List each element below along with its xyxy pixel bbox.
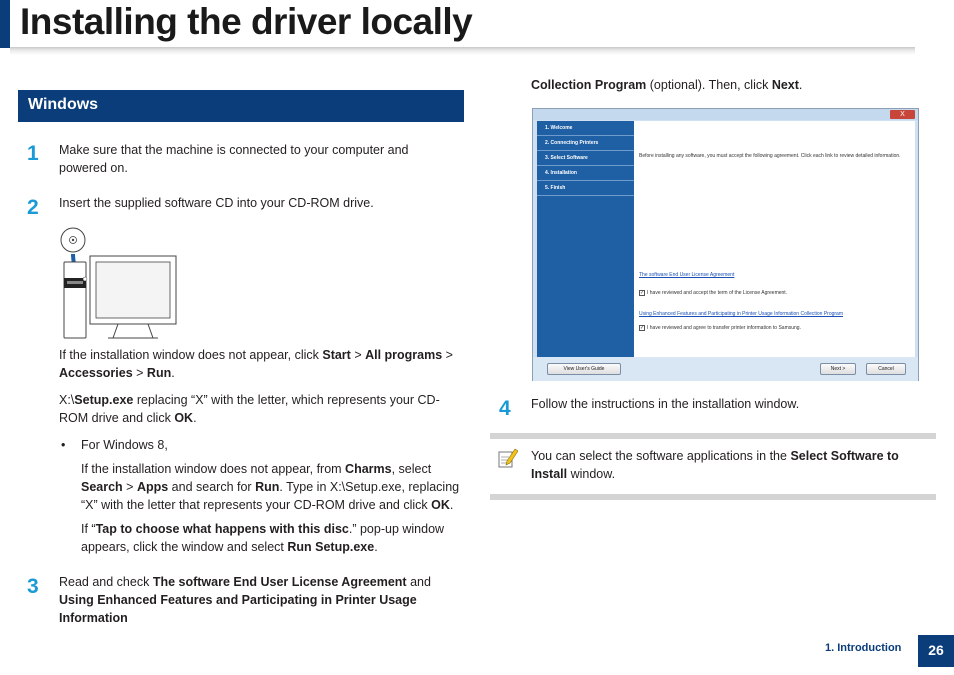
installer-intro-text: Before installing any software, you must accept the following agreement. Click each link to review detailed information. [639, 153, 901, 159]
installer-footer [533, 357, 918, 381]
checkbox-icon: ✓ [640, 325, 645, 331]
installer-step-3: 3. Select Software [537, 151, 634, 166]
usage-program-checkbox-label: I have reviewed and agree to transfer printer information to Samsung. [647, 325, 801, 331]
no-window-instruction: If the installation window does not appear, click Start > All programs > Accessories > Run. [59, 348, 453, 380]
step-3-text-part1: Read and check The software End User License Agreement and Using Enhanced Features and Participating in Printer Usage Information [59, 575, 431, 625]
usage-program-link[interactable]: Using Enhanced Features and Participating in Printer Usage Information Collection Program [639, 311, 843, 317]
page-number: 26 [918, 635, 954, 667]
cd-insert-illustration [58, 226, 178, 344]
windows-8-label: For Windows 8, [81, 438, 168, 452]
next-button[interactable]: Next > [820, 363, 856, 375]
bullet: • [61, 438, 66, 452]
step-2-number: 2 [27, 196, 39, 219]
step-4-number: 4 [499, 397, 511, 420]
step-1-number: 1 [27, 142, 39, 165]
note-box [490, 433, 936, 500]
title-accent-bar [0, 0, 10, 48]
view-users-guide-button[interactable]: View User's Guide [547, 363, 621, 375]
eula-checkbox-label: I have reviewed and accept the term of the License Agreement. [647, 290, 788, 296]
section-heading: Windows [18, 90, 464, 122]
cancel-button[interactable]: Cancel [866, 363, 906, 375]
installer-content [634, 121, 915, 357]
title-rule [10, 47, 915, 55]
page-title: Installing the driver locally [20, 1, 473, 42]
usage-program-checkbox[interactable] [639, 325, 801, 331]
note-text: You can select the software applications in the Select Software to Install window. [531, 449, 899, 481]
installer-step-5: 5. Finish [537, 181, 634, 196]
installer-close-button[interactable]: X [890, 110, 915, 119]
installer-steps-sidebar [537, 121, 634, 357]
installer-step-2: 2. Connecting Printers [537, 136, 634, 151]
step-4-text: Follow the instructions in the installation window. [531, 397, 800, 411]
installer-window [532, 108, 919, 381]
footer-chapter-label: 1. Introduction [825, 642, 902, 654]
note-pencil-icon [498, 447, 518, 469]
checkbox-icon: ✓ [640, 290, 645, 296]
step-3-text-part2: Collection Program (optional). Then, click Next. [531, 78, 803, 92]
eula-link[interactable]: The software End User License Agreement [639, 272, 735, 278]
installer-step-4: 4. Installation [537, 166, 634, 181]
step-1-text: Make sure that the machine is connected to your computer and powered on. [59, 143, 409, 175]
eula-checkbox[interactable] [639, 290, 787, 296]
installer-titlebar [533, 109, 918, 120]
windows-8-instruction: If the installation window does not appear, from Charms, select Search > Apps and search for Run. Type in X:\Setup.exe, replacing “X” with the letter that represents your CD-ROM drive and click OK. [81, 462, 460, 512]
installer-step-1: 1. Welcome [537, 121, 634, 136]
step-2-text: Insert the supplied software CD into your CD-ROM drive. [59, 196, 374, 210]
step-3-number: 3 [27, 575, 39, 598]
setup-exe-instruction: X:\Setup.exe replacing “X” with the letter, which represents your CD-ROM drive and click OK. [59, 393, 440, 425]
windows-8-popup-instruction: If “Tap to choose what happens with this disc.” pop-up window appears, click the window and select Run Setup.exe. [81, 522, 445, 554]
